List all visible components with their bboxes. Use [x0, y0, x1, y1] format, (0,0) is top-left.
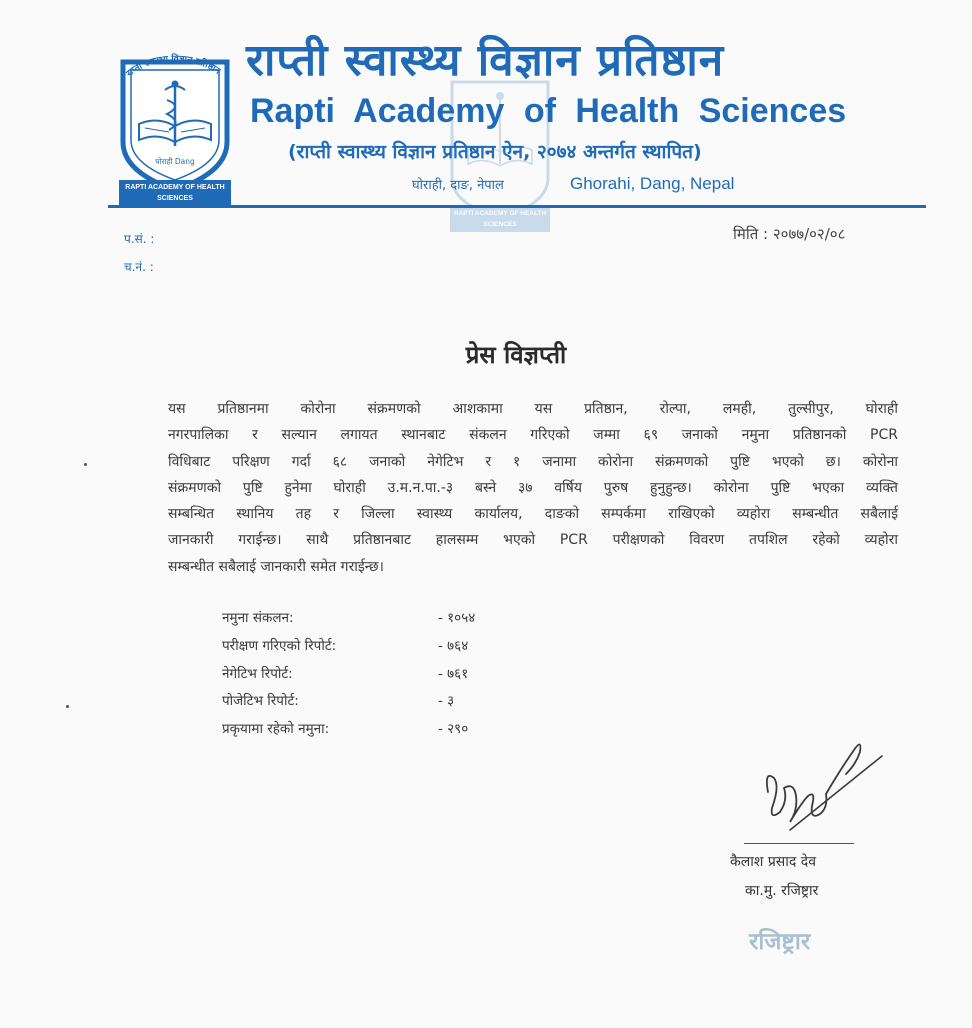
notice-line: सम्बन्धित स्थानिय तह र जिल्ला स्वास्थ्य कार्यालय, दाङको सम्पर्कमा राखिएको व्यहोरा सम्बन्धीत सबैलाई — [168, 506, 898, 523]
letter-date: मिति : २०७७/०२/०८ — [733, 225, 846, 243]
stat-value: - ७६४ — [438, 637, 469, 654]
stat-row-in-process — [222, 719, 542, 747]
stat-row-samples-collected — [222, 608, 542, 636]
stat-value: - २९० — [438, 721, 469, 738]
institution-name-nepali: राप्ती स्वास्थ्य विज्ञान प्रतिष्ठान — [246, 35, 725, 86]
address-nepali: घोराही, दाङ, नेपाल — [412, 178, 504, 193]
registrar-stamp: रजिष्ट्रार — [749, 929, 811, 955]
stat-row-negative — [222, 664, 542, 692]
notice-line: जानकारी गराईन्छ। साथै प्रतिष्ठानबाट हालसम्म भएको PCR परीक्षणको विवरण तपशिल रहेको व्यहोरा — [168, 532, 898, 549]
notice-line: यस प्रतिष्ठानमा कोरोना संक्रमणको आशकामा यस प्रतिष्ठान, रोल्पा, लमही, तुल्सीपुर, घोराही — [168, 401, 898, 417]
logo-caption: RAPTI ACADEMY OF HEALTH SCIENCES — [125, 184, 225, 202]
stat-value: - ३ — [438, 693, 455, 710]
stamp-caption: RAPTI ACADEMY OF HEALTH SCIENCES — [453, 210, 547, 228]
stat-value: - १०५४ — [438, 610, 476, 626]
stat-label: पोजेटिभ रिपोर्ट: — [222, 693, 299, 710]
stat-label: नेगेटिभ रिपोर्ट: — [222, 665, 293, 682]
notice-body — [168, 396, 898, 580]
notice-line: नगरपालिका र सल्यान लगायत स्थानबाट संकलन गरिएको जम्मा ६९ जनाको नमुना प्रतिष्ठानको PCR — [168, 427, 898, 444]
signature-line — [744, 843, 854, 844]
stat-label: प्रकृयामा रहेको नमुना: — [222, 721, 330, 738]
dispatch-number-label: च.नं. : — [124, 260, 154, 274]
establishment-act-line: (राप्ती स्वास्थ्य विज्ञान प्रतिष्ठान ऐन, २०७४ अन्तर्गत स्थापित) — [288, 141, 702, 163]
scan-speck — [66, 705, 69, 708]
letterhead-divider — [108, 205, 926, 208]
stat-value: - ७६१ — [438, 665, 469, 682]
institution-name-english: Rapti Academy of Health Sciences — [250, 92, 847, 130]
signatory-name: कैलाश प्रसाद देव — [730, 854, 816, 870]
notice-line: संक्रमणको पुष्टि हुनेमा घोराही उ.म.न.पा.-३ बस्ने ३७ वर्षिय पुरुष हुनुहुन्छ। कोरोना पुष्टि भएका व्यक्ति — [168, 479, 898, 496]
stat-row-positive — [222, 691, 542, 719]
pcr-test-summary — [222, 608, 542, 747]
scan-speck — [84, 463, 87, 466]
stat-label: परीक्षण गरिएको रिपोर्ट: — [222, 637, 337, 654]
registrar-signature — [750, 730, 900, 845]
notice-title: प्रेस विज्ञप्ती — [465, 341, 567, 369]
logo-ring-text: राप्ती स्वास्थ्य विज्ञान प्रतिष्ठान — [124, 54, 222, 80]
address-english: Ghorahi, Dang, Nepal — [570, 174, 735, 193]
logo-place: घोराही Dang — [155, 157, 195, 166]
academy-logo-icon — [113, 40, 237, 208]
notice-line: विधिबाट परिक्षण गर्दा ६८ जनाको नेगेटिभ र १ जनामा कोरोना संक्रमणको पुष्टि भएको छ। कोरोना — [168, 453, 898, 470]
stat-label: नमुना संकलन: — [222, 610, 294, 626]
stat-row-tests-reported — [222, 636, 542, 664]
signatory-designation: का.मु. रजिष्ट्रार — [745, 883, 819, 899]
notice-line: सम्बन्धीत सबैलाई जानकारी समेत गराईन्छ। — [168, 558, 384, 575]
letter-number-label: प.सं. : — [124, 232, 155, 246]
